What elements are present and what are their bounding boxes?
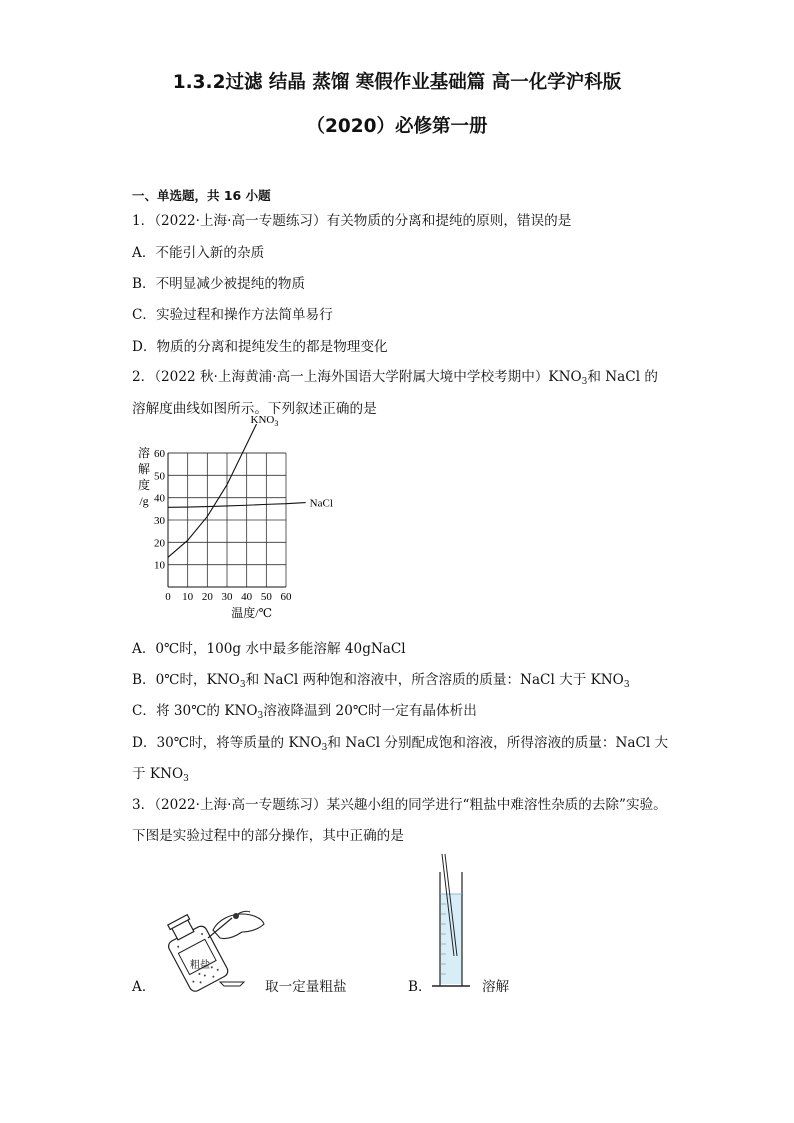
x-tick-label: 0	[165, 591, 171, 603]
y-axis-label: 解	[137, 462, 151, 476]
chart-grid	[168, 453, 286, 587]
q3-option-a-caption: 取一定量粗盐	[265, 979, 347, 995]
q1-option-c: C．实验过程和操作方法简单易行	[132, 307, 333, 323]
q3-option-a-letter: A．	[132, 979, 156, 995]
q3-option-b-letter: B．	[408, 979, 432, 995]
series-label-1: NaCl	[309, 497, 333, 510]
y-tick-label: 10	[154, 559, 165, 572]
series-label-subscript: 3	[274, 418, 279, 428]
series-label-0: $KNO_3$	[250, 413, 279, 428]
q2-option-c: C．将 30℃的 $KNO_3$溶液降温到 20℃时一定有晶体析出	[132, 703, 477, 721]
section-heading: 一、单选题，共 16 小题	[132, 188, 271, 203]
x-axis-label: 温度/℃	[231, 606, 273, 620]
page-title-line2: （2020）必修第一册	[306, 116, 488, 137]
q3-stem: 3．（2022·上海·高一专题练习）某兴趣小组的同学进行“粗盐中难溶性杂质的去除”实验。	[132, 797, 667, 813]
x-tick-label: 50	[260, 591, 272, 603]
q1-stem: 1．（2022·上海·高一专题练习）有关物质的分离和提纯的原则，错误的是	[132, 213, 572, 229]
q3-option-b-illustration	[428, 852, 480, 996]
y-axis-label: 溶	[137, 446, 151, 460]
q2-stem: 2．（2022 秋·上海黄浦·高一上海外国语大学附属大境中学校考期中）$KNO_3$和 NaCl 的	[132, 369, 658, 387]
series-line-0	[168, 424, 257, 557]
x-tick-label: 20	[201, 591, 213, 603]
x-tick-label: 30	[221, 591, 233, 603]
y-tick-label: 20	[154, 537, 165, 550]
q1-option-d: D．物质的分离和提纯发生的都是物理变化	[132, 339, 388, 355]
solubility-chart	[128, 413, 333, 625]
x-tick-label: 60	[280, 591, 292, 603]
x-tick-label: 10	[182, 591, 194, 603]
q1-option-a: A．不能引入新的杂质	[132, 245, 265, 261]
bottle-label: 粗盐	[190, 960, 210, 971]
q1-option-b: B．不明显减少被提纯的物质	[132, 276, 306, 292]
y-axis-label: /g	[139, 494, 149, 508]
page-title-line1: 1.3.2过滤 结晶 蒸馏 寒假作业基础篇 高一化学沪科版	[172, 72, 622, 93]
q2-option-d: D．30℃时，将等质量的 $KNO_3$和 NaCl 分别配成饱和溶液，所得溶液的质量：NaCl 大	[132, 735, 669, 753]
q2-stem-line2: 溶解度曲线如图所示。下列叙述正确的是	[132, 401, 377, 417]
chart-series	[168, 424, 306, 557]
y-tick-label: 50	[154, 470, 165, 483]
y-tick-label: 60	[154, 448, 165, 460]
q3-stem-line2: 下图是实验过程中的部分操作，其中正确的是	[132, 828, 404, 844]
q2-option-a: A．0℃时，100g 水中最多能溶解 40gNaCl	[132, 641, 406, 657]
y-tick-label: 30	[154, 515, 165, 527]
q2-option-d-line2: 于 $KNO_3$	[132, 766, 189, 784]
hand-icon	[213, 911, 264, 938]
chart-labels	[138, 414, 333, 620]
x-tick-label: 40	[241, 591, 253, 603]
y-tick-label: 40	[154, 492, 165, 505]
q3-option-b-caption: 溶解	[482, 979, 510, 995]
q3-option-a-illustration	[158, 892, 268, 1002]
series-line-1	[168, 503, 306, 508]
y-axis-label: 度	[137, 478, 151, 492]
q2-option-b: B．0℃时，$KNO_3$和 NaCl 两种饱和溶液中，所含溶质的质量：NaCl 大于 $KNO_3$	[132, 672, 630, 690]
